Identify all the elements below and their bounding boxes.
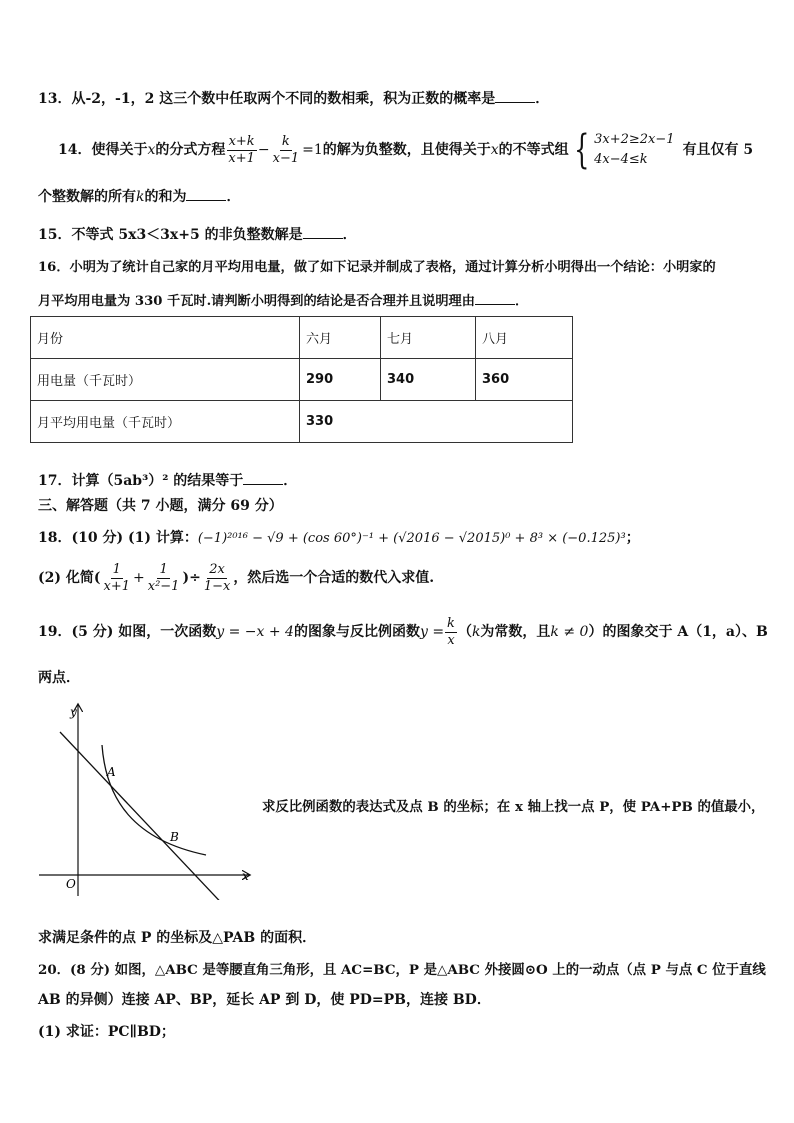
fraction: $\frac{1}{\text{x²−1}}$ <box>147 561 180 594</box>
fraction: $\frac{1}{x+1}$ <box>103 561 130 594</box>
question-17: 17．计算（5ab³）² 的结果等于 ． <box>38 470 297 491</box>
answer-blank <box>303 224 343 239</box>
fraction: $\frac{k}{x}$ <box>447 615 455 648</box>
point-b-label: B <box>170 830 179 844</box>
point-a-label: A <box>107 765 116 779</box>
x-axis-label: x <box>242 869 249 883</box>
answer-blank <box>475 290 515 305</box>
fraction: $\frac{x+k}{x+1}$ <box>228 133 255 166</box>
fraction: $\frac{k}{x-1}$ <box>272 133 300 166</box>
question-20-line3: (1) 求证：PC∥BD； <box>38 1024 175 1040</box>
table-row: 月平均用电量（千瓦时） 330 <box>31 401 573 443</box>
question-15: 15．不等式 5x3＜3x+5 的非负整数解是 ． <box>38 224 357 245</box>
hyperbola-curve <box>102 745 206 855</box>
question-14: 14．使得关于 x 的分式方程 $\frac{x+k}{x+1}$ − $\frac{k}{x-1}$ =1 的解为负整数，且使得关于 x 的不等式组 { 3x+2≥2x−1 4x−4≤k 有且仅有 5 <box>58 127 754 173</box>
question-16-line1: 16．小明为了统计自己家的月平均用电量，做了如下记录并制成了表格，通过计算分析小明得出一个结论：小明家的 <box>38 260 716 275</box>
question-13: 13．从-2，-1，2 这三个数中任取两个不同的数相乘，积为正数的概率是 ． <box>38 88 549 109</box>
question-16-line2: 月平均用电量为 330 千瓦时.请判断小明得到的结论是否合理并且说明理由 ． <box>38 290 528 312</box>
origin-label: O <box>66 877 76 891</box>
question-19-task: 求反比例函数的表达式及点 B 的坐标；在 x 轴上找一点 P，使 PA+PB 的值最小， <box>262 799 765 815</box>
question-19-line3: 求满足条件的点 P 的坐标及△PAB 的面积． <box>38 930 317 946</box>
inequality-system: { 3x+2≥2x−1 4x−4≤k <box>573 127 675 173</box>
answer-blank <box>186 186 226 201</box>
question-20-line2: AB 的异侧）连接 AP、BP，延长 AP 到 D，使 PD=PB，连接 BD． <box>38 992 491 1008</box>
question-19-line2: 两点． <box>38 670 80 686</box>
answer-blank <box>495 88 535 103</box>
fraction: $\frac{2x}{1-x}$ <box>203 561 231 594</box>
table-row: 用电量（千瓦时） 290 340 360 <box>31 359 573 401</box>
y-axis-label: y <box>70 705 77 719</box>
section-heading: 三、解答题（共 7 小题，满分 69 分） <box>38 498 283 514</box>
question-18-part2: (2) 化简( $\frac{1}{x+1}$ + $\frac{1}{\text{x²−1}}$ )÷ $\frac{2x}{1-x}$ ，然后选一个合适的数代入求值. <box>38 561 435 594</box>
function-graph <box>34 700 254 900</box>
electricity-table <box>30 316 573 443</box>
answer-blank <box>243 470 283 485</box>
question-18-part1: 18．(10 分) (1) 计算：(−1)²⁰¹⁶ − √9 + (cos 60°)⁻¹ + (√2016 − √2015)⁰ + 8³ × (−0.125)³； <box>38 530 640 546</box>
q13-text: 13．从-2，-1，2 这三个数中任取两个不同的数相乘，积为正数的概率是 <box>38 91 496 107</box>
question-19: 19．(5 分) 如图，一次函数 y = −x + 4 的图象与反比例函数 y = $\frac{k}{x}$ （ k 为常数，且 k ≠ 0 ）的图象交于 A（1，a）、B <box>38 615 768 648</box>
question-20-line1: 20．(8 分) 如图，△ABC 是等腰直角三角形，且 AC=BC，P 是△ABC 外接圆⊙O 上的一动点（点 P 与点 C 位于直线 <box>38 962 766 978</box>
table-row: 月份 六月 七月 八月 <box>31 317 573 359</box>
question-14-line2: 个整数解的所有k的和为 ． <box>38 186 240 207</box>
